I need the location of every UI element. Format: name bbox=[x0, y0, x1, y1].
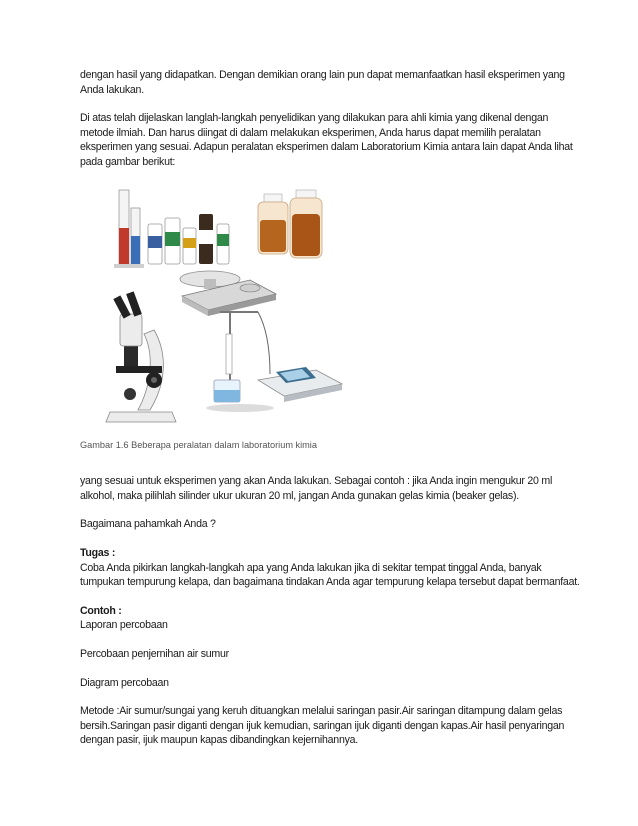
paragraph-question: Bagaimana pahamkah Anda ? bbox=[80, 518, 216, 531]
reagent-bottles-icon bbox=[258, 190, 322, 258]
document-page bbox=[80, 68, 580, 762]
contoh-heading: Contoh : bbox=[80, 604, 122, 617]
tugas-heading: Tugas : bbox=[80, 546, 116, 559]
paragraph-metode: Metode :Air sumur/sungai yang keruh dituangkan melalui saringan pasir.Air saringan ditampung dalam gelas bersih.Saringan pasir diganti dengan ijuk kemudian, saringan ijuk diganti dengan kapas.Air hasil penyaringan dengan pasir, ijuk maupun kapas dibandingkan kejernihannya. bbox=[80, 705, 565, 747]
paragraph-contoh-alat: yang sesuai untuk eksperimen yang akan Anda lakukan. Sebagai contoh : jika Anda ingin mengukur 20 ml alkohol, maka pilihlah silinder ukur ukuran 20 ml, jangan Anda gunakan gelas kimia (beaker gelas). bbox=[80, 475, 553, 502]
figure-caption: Gambar 1.6 Beberapa peralatan dalam laboratorium kimia bbox=[80, 439, 317, 450]
balance-scale-icon bbox=[180, 271, 276, 316]
tugas-body: Coba Anda pikirkan langkah-langkah apa yang Anda lakukan jika di sekitar tempat tinggal Anda, banyak tumpukan tempurung kelapa, dan bagaimana tindakan Anda agar tempurung kelapa tersebut dapat bermanfaat. bbox=[80, 561, 580, 589]
lab-equipment-figure bbox=[80, 184, 370, 434]
paragraph-diagram: Diagram percobaan bbox=[80, 676, 169, 689]
lab-equipment-illustration bbox=[80, 184, 370, 434]
microscope-icon bbox=[106, 291, 176, 422]
paragraph-metode-ilmiah: Di atas telah dijelaskan langlah-langkah penyelidikan yang dilakukan para ahli kimia yang dikenal dengan metode ilmiah. Dan harus diingat di dalam melakukan eksperimen, Anda harus dapat memilih peralatan eksperimen yang sesuai. Adapun peralatan eksperimen dalam Laboratorium Kimia antara lain dapat Anda lihat pada gambar berikut: bbox=[80, 112, 573, 168]
contoh-body: Laporan percobaan bbox=[80, 619, 168, 632]
paragraph-continuation: dengan hasil yang didapatkan. Dengan demikian orang lain pun dapat memanfaatkan hasil eksperimen yang Anda lakukan. bbox=[80, 69, 565, 96]
chemical-bottles-icon bbox=[148, 214, 229, 264]
paragraph-percobaan-title: Percobaan penjernihan air sumur bbox=[80, 647, 229, 660]
ph-meter-icon bbox=[206, 312, 342, 412]
graduated-cylinder-icon bbox=[114, 190, 144, 268]
